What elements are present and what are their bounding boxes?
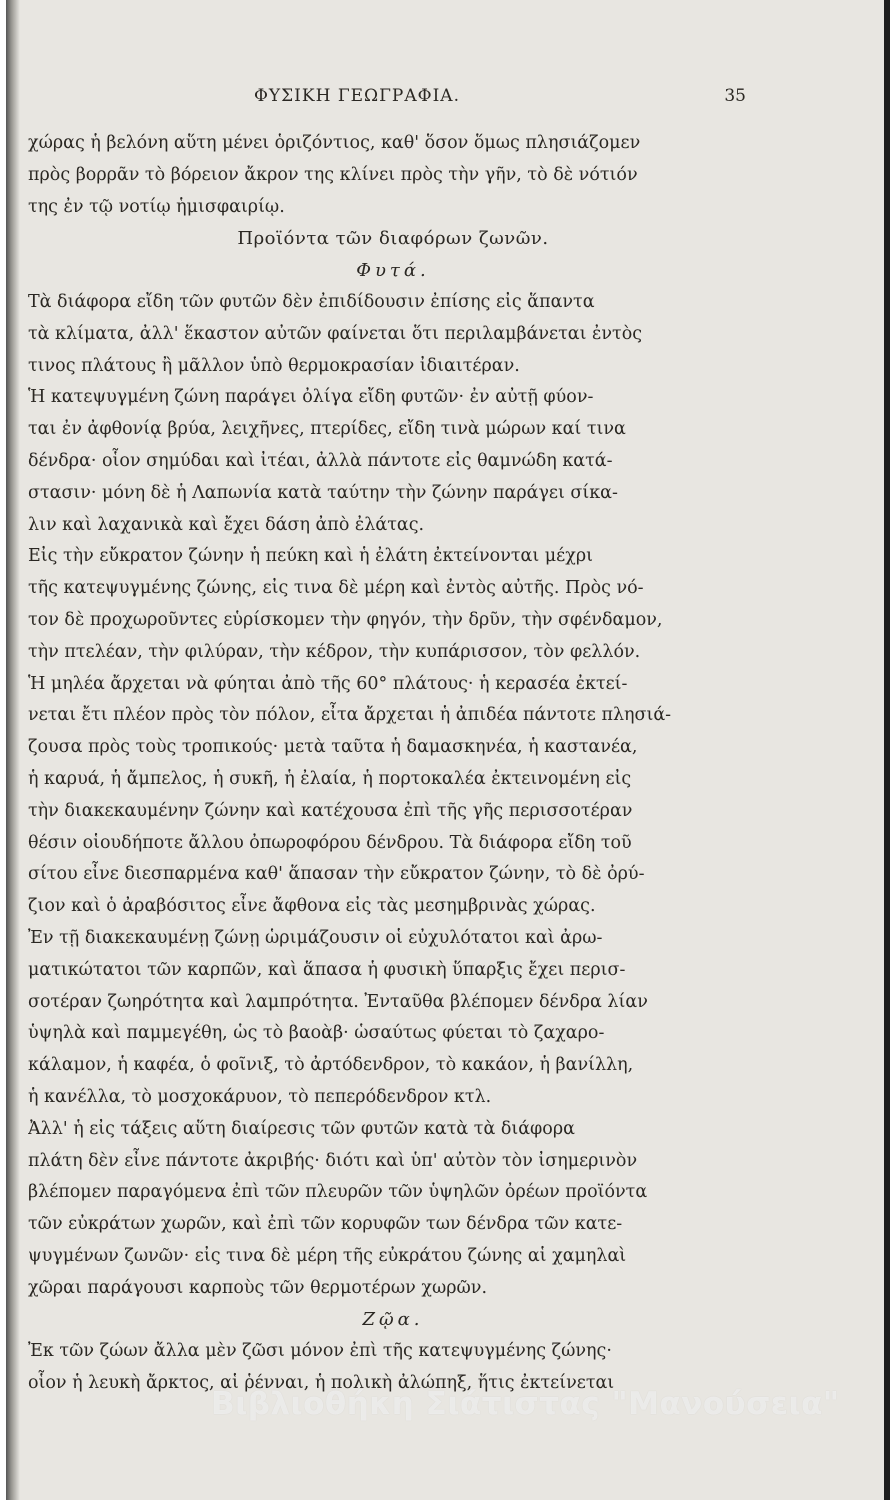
text-line: ται ἐν ἀφθονίᾳ βρύα, λειχῆνες, πτερίδες, εἴδη τινὰ μώρων καί τινα xyxy=(28,419,626,440)
text-line: στασιν· μόνη δὲ ἡ Λαπωνία κατὰ ταύτην τὴν ζώνην παράγει σίκα- xyxy=(28,482,618,503)
text-line: Ἀλλ' ἡ εἰς τάξεις αὕτη διαίρεσις τῶν φυτῶν κατὰ τὰ διάφορα xyxy=(28,1118,575,1139)
page-left-edge xyxy=(6,0,20,1500)
page-right-edge xyxy=(884,0,890,1500)
library-watermark: Βιβλιοθήκη Σιάτιστας "Μανούσεια" xyxy=(211,1386,840,1422)
text-line: οἷον ἡ λευκὴ ἄρκτος, αἱ ῥένναι, ἡ πολικὴ ἀλώπηξ, ἥτις ἐκτείνεται xyxy=(28,1373,615,1394)
text-line: πρὸς βορρᾶν τὸ βόρειον ἄκρον της κλίνει πρὸς τὴν γῆν, τὸ δὲ νότιόν xyxy=(28,164,638,185)
text-line: τὴν διακεκαυμένην ζώνην καὶ κατέχουσα ἐπὶ τῆς γῆς περισσοτέραν xyxy=(28,800,633,821)
body-text xyxy=(28,128,758,1400)
text-line: σοτέραν ζωηρότητα καὶ λαμπρότητα. Ἐνταῦθα βλέπομεν δένδρα λίαν xyxy=(28,991,648,1012)
running-title: ΦΥΣΙΚΗ ΓΕΩΓΡΑΦΙΑ. xyxy=(254,86,460,106)
text-line: χώρας ἡ βελόνη αὕτη μένει ὁριζόντιος, καθ' ὅσον ὅμως πλησιάζομεν xyxy=(28,133,641,153)
text-line: ματικώτατοι τῶν καρπῶν, καὶ ἅπασα ἡ φυσικὴ ὕπαρξις ἔχει περισ- xyxy=(28,959,626,980)
text-line: σίτου εἶνε διεσπαρμένα καθ' ἅπασαν τὴν εὔκρατον ζώνην, τὸ δὲ ὀρύ- xyxy=(28,864,645,885)
book-page xyxy=(6,0,890,1500)
text-line: ἡ καρυά, ἡ ἄμπελος, ἡ συκῆ, ἡ ἐλαία, ἡ πορτοκαλέα ἐκτεινομένη εἰς xyxy=(28,768,632,789)
text-line: τινος πλάτους ἢ μᾶλλον ὑπὸ θερμοκρασίαν ἰδιαιτέραν. xyxy=(28,355,520,376)
text-line: ἡ κανέλλα, τὸ μοσχοκάρυον, τὸ πεπερόδενδρον κτλ. xyxy=(28,1086,492,1107)
text-line: τῶν εὐκράτων χωρῶν, καὶ ἐπὶ τῶν κορυφῶν των δένδρα τῶν κατε- xyxy=(28,1214,623,1235)
text-line: τῆς κατεψυγμένης ζώνης, εἰς τινα δὲ μέρη καὶ ἐντὸς αὐτῆς. Πρὸς νό- xyxy=(28,578,644,599)
text-line: λιν καὶ λαχανικὰ καὶ ἔχει δάση ἀπὸ ἐλάτας. xyxy=(28,514,425,535)
text-line: βλέπομεν παραγόμενα ἐπὶ τῶν πλευρῶν τῶν ὑψηλῶν ὀρέων προϊόντα xyxy=(28,1182,648,1203)
text-line: ζιον καὶ ὁ ἀραβόσιτος εἶνε ἄφθονα εἰς τὰς μεσημβρινὰς χώρας. xyxy=(28,896,596,917)
text-line: τὰ κλίματα, ἀλλ' ἕκαστον αὐτῶν φαίνεται ὅτι περιλαμβάνεται ἐντὸς xyxy=(28,323,643,344)
text-line: Τὰ διάφορα εἴδη τῶν φυτῶν δὲν ἐπιδίδουσιν ἐπίσης εἰς ἅπαντα xyxy=(28,291,595,312)
text-line: πλάτη δὲν εἶνε πάντοτε ἀκριβής· διότι καὶ ὑπ' αὐτὸν τὸν ἰσημερινὸν xyxy=(28,1150,638,1171)
text-line: κάλαμον, ἡ καφέα, ὁ φοῖνιξ, τὸ ἀρτόδενδρον, τὸ κακάον, ἡ βανίλλη, xyxy=(28,1055,634,1076)
section-heading: Προϊόντα τῶν διαφόρων ζωνῶν. xyxy=(237,228,549,250)
text-line: ψυγμένων ζωνῶν· εἰς τινα δὲ μέρη τῆς εὐκράτου ζώνης αἱ χαμηλαὶ xyxy=(28,1245,627,1266)
subsection-heading-animals: Ζῷα. xyxy=(362,1309,424,1331)
text-line: ζουσα πρὸς τοὺς τροπικούς· μετὰ ταῦτα ἡ δαμασκηνέα, ἡ καστανέα, xyxy=(28,737,638,758)
page-number: 35 xyxy=(724,86,746,106)
text-line: δένδρα· οἷον σημύδαι καὶ ἰτέαι, ἀλλὰ πάντοτε εἰς θαμνώδη κατά- xyxy=(28,450,613,471)
text-line: τον δὲ προχωροῦντες εὑρίσκομεν τὴν φηγόν, τὴν δρῦν, τὴν σφένδαμον, xyxy=(28,609,663,630)
page-header xyxy=(66,86,746,116)
text-line: Ἐν τῇ διακεκαυμένῃ ζώνῃ ὡριμάζουσιν οἱ εὐχυλότατοι καὶ ἀρω- xyxy=(28,927,603,948)
text-line: τὴν πτελέαν, τὴν φιλύραν, τὴν κέδρον, τὴν κυπάρισσον, τὸν φελλόν. xyxy=(28,641,641,662)
text-line: νεται ἔτι πλέον πρὸς τὸν πόλον, εἶτα ἄρχεται ἡ ἀπιδέα πάντοτε πλησιά- xyxy=(28,705,672,726)
text-line: χῶραι παράγουσι καρποὺς τῶν θερμοτέρων χωρῶν. xyxy=(28,1277,488,1298)
subsection-heading-plants: Φυτά. xyxy=(356,260,430,282)
text-line: θέσιν οἱουδήποτε ἄλλου ὀπωροφόρου δένδρου. Τὰ διάφορα εἴδη τοῦ xyxy=(28,832,632,853)
text-line: Εἰς τὴν εὔκρατον ζώνην ἡ πεύκη καὶ ἡ ἐλάτη ἐκτείνονται μέχρι xyxy=(28,546,593,567)
text-line: Ἐκ τῶν ζώων ἄλλα μὲν ζῶσι μόνον ἐπὶ τῆς κατεψυγμένης ζώνης· xyxy=(28,1341,612,1362)
text-line: της ἐν τῷ νοτίῳ ἡμισφαιρίῳ. xyxy=(28,196,285,217)
text-line: Ἡ κατεψυγμένη ζώνη παράγει ὀλίγα εἴδη φυτῶν· ἐν αὐτῇ φύον- xyxy=(28,387,594,408)
text-line: ὑψηλὰ καὶ παμμεγέθη, ὡς τὸ βαοὰβ· ὡσαύτως φύεται τὸ ζαχαρο- xyxy=(28,1023,605,1044)
text-line: Ἡ μηλέα ἄρχεται νὰ φύηται ἀπὸ τῆς 60° πλάτους· ἡ κερασέα ἐκτεί- xyxy=(28,673,628,694)
